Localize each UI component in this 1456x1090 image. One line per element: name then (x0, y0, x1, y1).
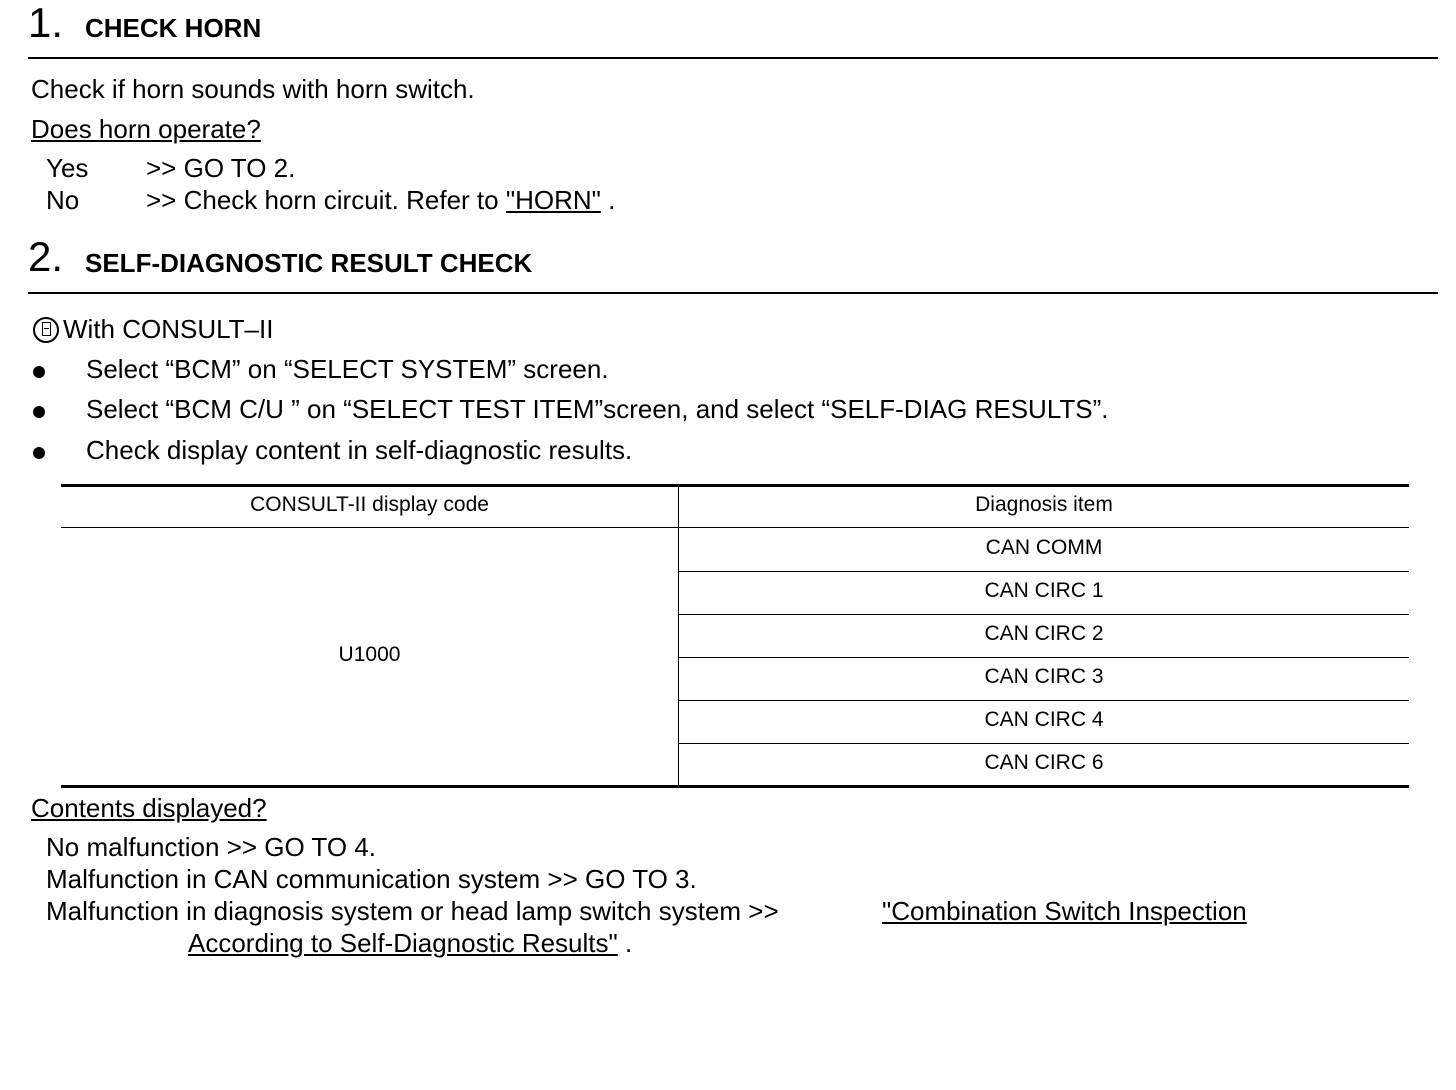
table-item-cell: CAN CIRC 4 (984, 708, 1104, 731)
answer-no-suffix: . (608, 185, 616, 215)
step-1-question: Does horn operate? (31, 114, 261, 144)
bullet-item-3: Check display content in self-diagnostic results. (86, 435, 633, 465)
result-diag-malfunction: Malfunction in diagnosis system or head lamp switch system >> (46, 896, 779, 926)
step-2-number: 2. (28, 233, 64, 280)
bullet-dot (33, 366, 45, 378)
table-code-cell: U1000 (338, 643, 401, 666)
table-item-cell: CAN CIRC 2 (984, 622, 1104, 645)
table-header-item: Diagnosis item (975, 493, 1113, 516)
table-item-cell: CAN CIRC 1 (984, 579, 1104, 602)
table-bottom-border (61, 785, 1409, 788)
consult-ii-icon-line (44, 328, 49, 329)
bullet-dot (33, 447, 45, 459)
table-row-divider (678, 700, 1409, 701)
step-2-rule (28, 292, 1438, 294)
table-row-divider (678, 571, 1409, 572)
step-1-number: 1. (28, 0, 64, 46)
answer-no-action-text: >> Check horn circuit. Refer to (146, 185, 499, 215)
table-row-divider (678, 657, 1409, 658)
combination-switch-link-line-2-wrap (188, 928, 632, 958)
result-no-malfunction: No malfunction >> GO TO 4. (46, 832, 376, 862)
table-header-border (61, 527, 1409, 528)
consult-label: With CONSULT–II (63, 314, 274, 344)
step-2-title: SELF-DIAGNOSTIC RESULT CHECK (85, 248, 533, 278)
answer-yes-label: Yes (46, 153, 89, 183)
bullet-item-1: Select “BCM” on “SELECT SYSTEM” screen. (86, 354, 609, 384)
result-diag-suffix: . (624, 928, 633, 958)
step-2-question: Contents displayed? (31, 793, 267, 823)
step-1-title: CHECK HORN (85, 13, 262, 43)
combination-switch-link-line-1[interactable]: "Combination Switch Inspection (882, 896, 1247, 926)
table-item-cell: CAN COMM (985, 536, 1103, 559)
consult-ii-icon (33, 317, 59, 343)
table-row-divider (678, 743, 1409, 744)
combination-switch-link-line-2[interactable]: According to Self-Diagnostic Results" (188, 928, 618, 958)
table-row-divider (678, 614, 1409, 615)
bullet-dot (33, 406, 45, 418)
table-top-border (61, 484, 1409, 487)
bullet-item-2: Select “BCM C/U ” on “SELECT TEST ITEM”screen, and select “SELF-DIAG RESULTS”. (86, 394, 1109, 424)
step-1-instruction: Check if horn sounds with horn switch. (31, 74, 475, 104)
answer-no-label: No (46, 185, 80, 215)
diagnosis-table (61, 484, 1409, 788)
table-header-code: CONSULT-II display code (250, 493, 489, 516)
horn-link[interactable]: "HORN" (505, 185, 601, 215)
table-item-cell: CAN CIRC 3 (984, 665, 1104, 688)
table-item-cell: CAN CIRC 6 (984, 751, 1104, 774)
answer-no-action (146, 185, 615, 215)
step-1-rule (28, 57, 1438, 59)
result-can-malfunction: Malfunction in CAN communication system >> GO TO 3. (46, 864, 697, 894)
consult-ii-icon-screen (42, 322, 51, 336)
answer-yes-action: >> GO TO 2. (146, 153, 296, 183)
